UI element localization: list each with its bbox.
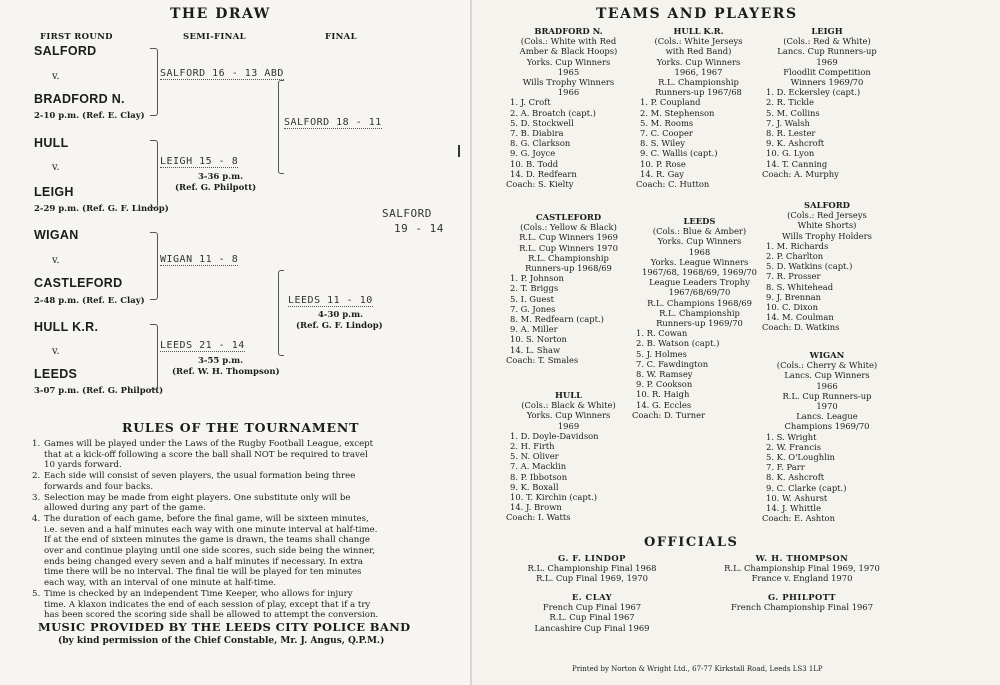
semi2-time: 3-55 p.m.	[198, 356, 244, 366]
match1-away: BRADFORD N.	[34, 92, 125, 106]
match1-time: 2-10 p.m. (Ref. E. Clay)	[34, 111, 145, 121]
team-wigan: WIGAN (Cols.: Cherry & White) Lancs. Cup Winners 1966 R.L. Cup Runners-up 1970 Lancs. League Champions 1969/70 1. S. Wright 2. W. Francis 5. K. O'Loughlin 7. F. Parr 8. K. Ashcroft 9. C. Clarke (capt.) 10. W. Ashurst 14. J. Whittle Coach: E. Ashton	[762, 350, 878, 524]
match3-time: 2-48 p.m. (Ref. E. Clay)	[34, 296, 145, 306]
match2-vs: v.	[52, 162, 60, 173]
right-page	[472, 0, 1000, 685]
match4-time: 3-07 p.m. (Ref. G. Philpott)	[34, 386, 164, 396]
team-bradford: BRADFORD N. (Cols.: White with Red Amber & Black Hoops) Yorks. Cup Winners 1965 Wills Trophy Winners 1966 1. J. Croft 2. A. Broatch (capt.) 5. D. Stockwell 7. B. Diabira 8. G. Clarkson 9. G. Joyce 10. B. Todd 14. D. Redfearn Coach: S. Kielty	[506, 26, 618, 190]
rule-item: 2. Each side will consist of seven players, the usual formation being three forwards and four backs.	[32, 471, 356, 492]
semi1-time: 3-36 p.m.	[198, 172, 244, 182]
rule-item: 5. Time is checked by an independent Time Keeper, who allows for injury time. A klaxon indicates the end of each session of play, except that if a try has been scored the scoring side shall be allowed to attempt the conversion.	[32, 588, 379, 621]
team-castleford: CASTLEFORD (Cols.: Yellow & Black) R.L. Cup Winners 1969 R.L. Cup Winners 1970 R.L. Championship Runners-up 1968/69 1. P. Johnson 2. T. Briggs 5. I. Guest 7. G. Jones 8. M. Redfearn (capt.) 9. A. Miller 10. S. Norton 14. L. Shaw Coach: T. Smales	[506, 212, 618, 365]
officials-title: OFFICIALS	[644, 535, 739, 550]
match1-result: SALFORD 16 - 13 ABD	[160, 68, 284, 79]
team-leigh: LEIGH (Cols.: Red & White) Lancs. Cup Runners-up 1969 Floodlit Competition Winners 1969/70 1. D. Eckersley (capt.) 2. R. Tickle 5. M. Collins 7. J. Walsh 8. R. Lester 9. K. Ashcroft 10. G. Lyon 14. T. Canning Coach: A. Murphy	[762, 26, 877, 179]
match2-bracket	[150, 140, 158, 208]
match3-away: CASTLEFORD	[34, 276, 123, 290]
semi2-ref: (Ref. W. H. Thompson)	[172, 367, 280, 377]
final-ref: (Ref. G. F. Lindop)	[296, 321, 383, 331]
match4-result: LEEDS 21 - 14	[160, 340, 245, 351]
printer-credit: Printed by Norton & Wright Ltd., 67-77 Kirkstall Road, Leeds LS3 1LP	[572, 665, 823, 673]
semi2-bracket	[278, 270, 284, 356]
team-hull-kr: HULL K.R. (Cols.: White Jerseys with Red Band) Yorks. Cup Winners 1966, 1967 R.L. Championship Runners-up 1967/68 1. P. Coupland 2. M. Stephenson 5. M. Rooms 7. C. Cooper 8. S. Wiley 9. C. Wallis (capt.) 10. P. Rose 14. R. Gay Coach: C. Hutton	[636, 26, 743, 190]
match4-away: LEEDS	[34, 367, 78, 381]
match1-bracket	[150, 48, 158, 116]
final-result-line1: SALFORD	[382, 207, 432, 220]
first-round-header: FIRST ROUND	[40, 32, 113, 42]
music-subtitle: (by kind permission of the Chief Constable, Mr. J. Angus, Q.P.M.)	[58, 636, 385, 646]
team-hull: HULL (Cols.: Black & White) Yorks. Cup Winners 1969 1. D. Doyle-Davidson 2. H. Firth 5. N. Oliver 7. A. Macklin 8. P. Ibbotson 9. K. Boxall 10. T. Kirchin (capt.) 14. J. Brown Coach: I. Watts	[506, 390, 616, 523]
official-philpott: G. PHILPOTT French Championship Final 1967	[730, 592, 874, 613]
match2-away: LEIGH	[34, 185, 74, 199]
official-lindop: G. F. LINDOP R.L. Championship Final 1968 R.L. Cup Final 1969, 1970	[527, 553, 657, 584]
semi1-ref: (Ref. G. Philpott)	[175, 183, 257, 193]
team-leeds: LEEDS (Cols.: Blue & Amber) Yorks. Cup Winners 1968 Yorks. League Winners 1967/68, 1968/69, 1969/70 League Leaders Trophy 1967/68/69/70 R.L. Champions 1968/69 R.L. Championship Runners-up 1969/70 1. R. Cowan 2. B. Watson (capt.) 5. J. Holmes 7. C. Fawdington 8. W. Ramsey 9. P. Cookson 10. R. Haigh 14. G. Eccles Coach: D. Turner	[632, 216, 758, 420]
match2-time: 2-29 p.m. (Ref. G. F. Lindop)	[34, 204, 169, 214]
match4-home: HULL K.R.	[34, 320, 99, 334]
final-time: 4-30 p.m.	[318, 310, 364, 320]
match4-bracket	[150, 324, 158, 390]
music-title: MUSIC PROVIDED BY THE LEEDS CITY POLICE BAND	[38, 620, 411, 634]
final-result-line2: 19 - 14	[394, 222, 444, 235]
staple-mark	[458, 145, 460, 157]
semi1-result: SALFORD 18 - 11	[284, 117, 382, 128]
rule-item: 4. The duration of each game, before the final game, will be sixteen minutes, i.e. seven and a half minutes each way with one minute interval at half-time. If at the end of sixteen minutes the game is drawn, the teams shall change over and continue playing until one side scores, such side being the winner, ends being changed every seven and a half minutes if necessary. In extra time there will be no interval. The final tie will be played for ten minutes each way, with an interval of one minute at half-time.	[32, 513, 378, 589]
match2-home: HULL	[34, 136, 69, 150]
match1-vs: v.	[52, 71, 60, 82]
rules-list	[32, 439, 378, 621]
final-header: FINAL	[325, 32, 357, 42]
rule-item: 1. Games will be played under the Laws of the Rugby Football League, except that at a kick-off following a score the ball shall NOT be required to travel 10 yards forward.	[32, 439, 374, 471]
semi-final-header: SEMI-FINAL	[183, 32, 246, 42]
teams-title: TEAMS AND PLAYERS	[596, 6, 798, 22]
match1-home: SALFORD	[34, 44, 97, 58]
match3-home: WIGAN	[34, 228, 79, 242]
team-salford: SALFORD (Cols.: Red Jerseys White Shorts) Wills Trophy Holders 1. M. Richards 2. P. Charlton 5. D. Watkins (capt.) 7. R. Prosser 8. S. Whitehead 9. J. Brennan 10. C. Dixon 14. M. Coulman Coach: D. Watkins	[762, 200, 872, 333]
match4-vs: v.	[52, 346, 60, 357]
rules-title: RULES OF THE TOURNAMENT	[122, 420, 360, 435]
match3-vs: v.	[52, 255, 60, 266]
match2-result: LEIGH 15 - 8	[160, 156, 239, 167]
draw-title: THE DRAW	[170, 6, 271, 22]
official-clay: E. CLAY French Cup Final 1967 R.L. Cup Final 1967 Lancashire Cup Final 1969	[534, 592, 650, 633]
rule-item: 3. Selection may be made from eight players. One substitute only will be allowed during any part of the game.	[32, 492, 351, 514]
left-page	[0, 0, 470, 685]
semi2-result: LEEDS 11 - 10	[288, 295, 373, 306]
match3-result: WIGAN 11 - 8	[160, 254, 239, 265]
match3-bracket	[150, 232, 158, 300]
official-thompson: W. H. THOMPSON R.L. Championship Final 1969, 1970 France v. England 1970	[724, 553, 880, 584]
